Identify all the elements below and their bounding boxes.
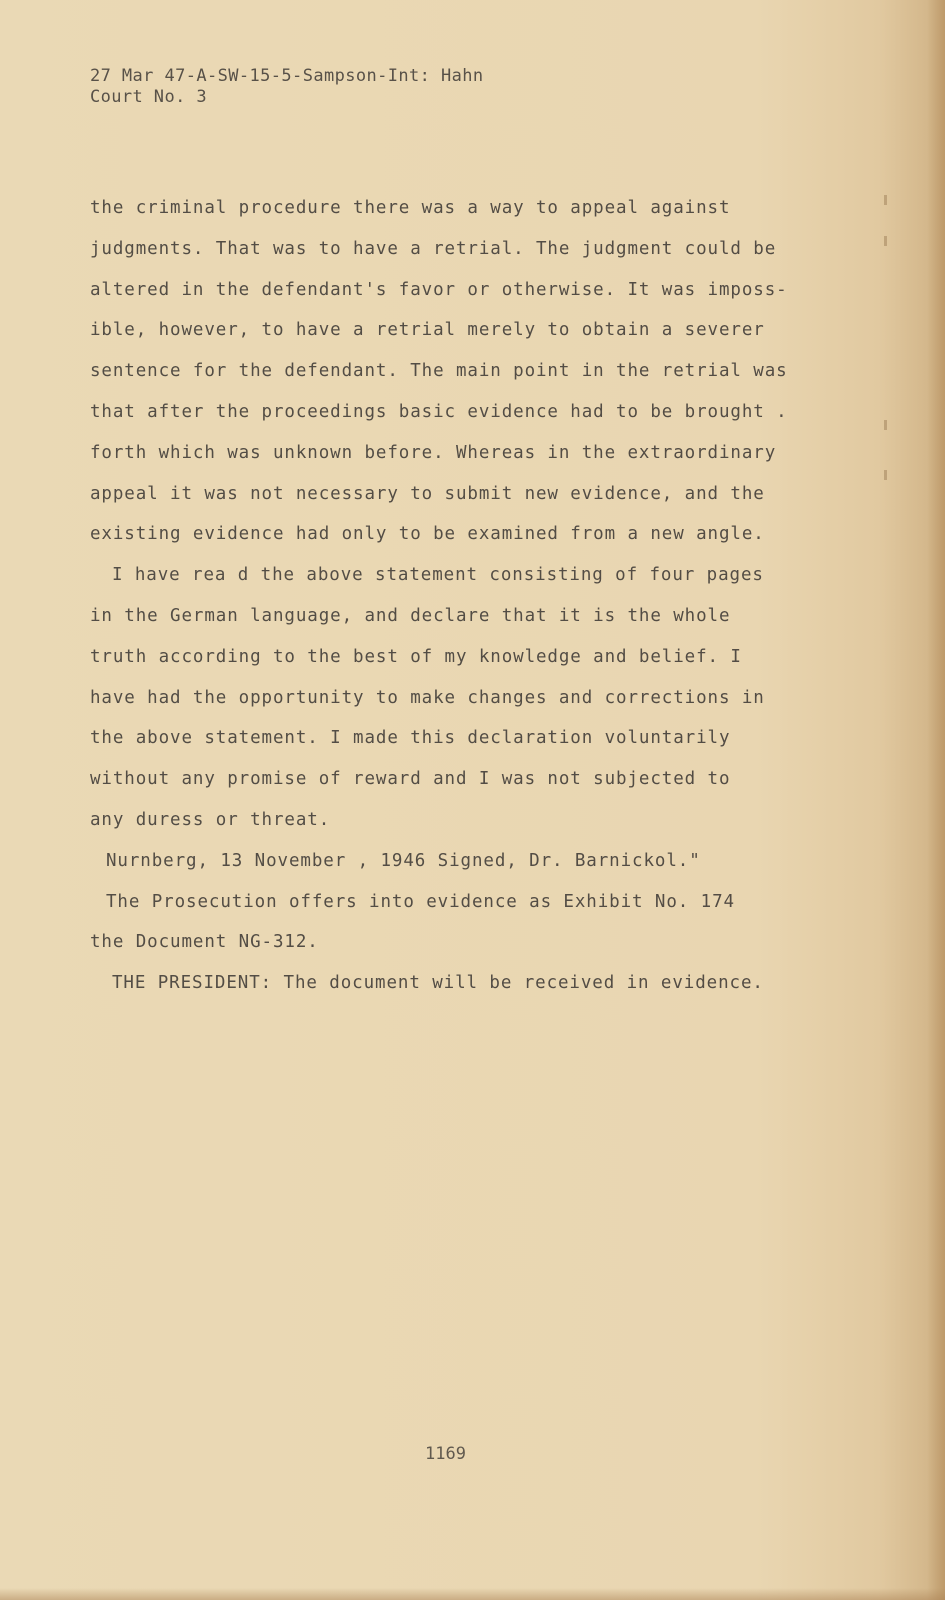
text-line: ible, however, to have a retrial merely to obtain a severer	[90, 320, 765, 341]
text-line: judgments. That was to have a retrial. The judgment could be	[90, 238, 777, 259]
text-line: have had the opportunity to make changes and corrections in	[90, 687, 765, 708]
margin-mark	[884, 420, 887, 430]
margin-mark	[884, 236, 887, 246]
text-line: without any promise of reward and I was not subjected to	[90, 769, 731, 790]
text-line: in the German language, and declare that it is the whole	[90, 605, 731, 626]
text-line: the Document NG-312.	[90, 932, 319, 953]
text-line: the above statement. I made this declaration voluntarily	[90, 728, 731, 749]
text-line: any duress or threat.	[90, 809, 331, 830]
text-line: that after the proceedings basic evidence had to be brought .	[90, 401, 788, 422]
margin-mark	[884, 470, 887, 480]
text-line: the criminal procedure there was a way to appeal against	[90, 198, 731, 218]
margin-mark	[884, 195, 887, 205]
paper-edge-bottom	[0, 1588, 945, 1600]
text-line: sentence for the defendant. The main point in the retrial was	[90, 361, 788, 382]
header-line-2: Court No. 3	[90, 87, 207, 107]
text-line: I have rea d the above statement consisting of four pages	[112, 565, 764, 586]
paper-edge-right	[927, 0, 945, 1600]
transcript-body	[90, 188, 840, 1004]
page-number: 1169	[425, 1444, 466, 1464]
text-line: truth according to the best of my knowledge and belief. I	[90, 646, 742, 667]
text-line: The Prosecution offers into evidence as Exhibit No. 174	[106, 891, 735, 912]
text-line: forth which was unknown before. Whereas in the extraordinary	[90, 442, 777, 463]
text-line: THE PRESIDENT: The document will be received in evidence.	[112, 973, 764, 994]
document-header	[90, 66, 484, 108]
text-line: Nurnberg, 13 November , 1946 Signed, Dr. Barnickol."	[106, 850, 701, 871]
text-line: appeal it was not necessary to submit new evidence, and the	[90, 483, 765, 504]
header-line-1: 27 Mar 47-A-SW-15-5-Sampson-Int: Hahn	[90, 66, 484, 86]
text-line: existing evidence had only to be examined from a new angle.	[90, 524, 765, 545]
text-line: altered in the defendant's favor or otherwise. It was imposs-	[90, 279, 788, 300]
